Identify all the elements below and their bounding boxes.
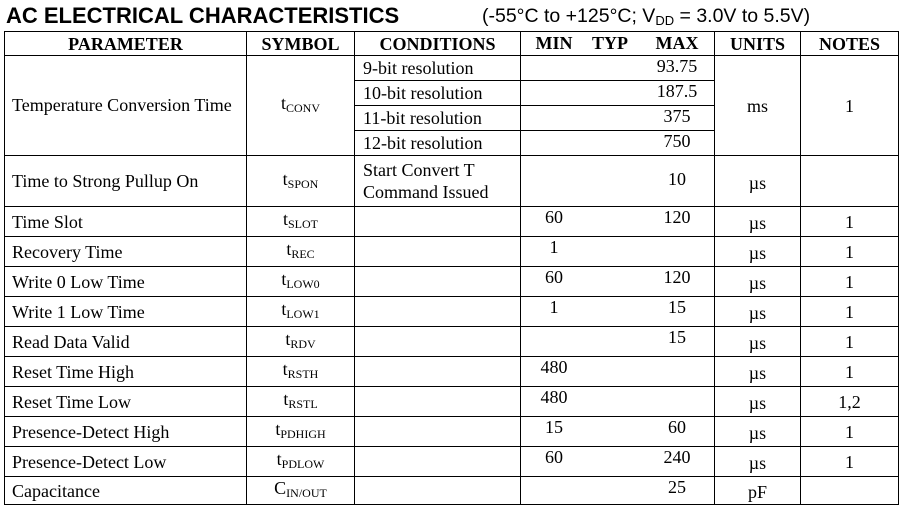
symbol-subscript: LOW1 <box>286 307 320 321</box>
units-cell: µs <box>715 237 801 267</box>
units-cell: µs <box>715 156 801 207</box>
symbol-cell <box>247 357 355 387</box>
max-value: 15 <box>668 297 686 317</box>
table-row-conversion <box>5 56 899 81</box>
values-cell <box>521 357 715 387</box>
max-value: 187.5 <box>656 81 698 101</box>
values-cell <box>521 156 715 207</box>
symbol-cell <box>247 156 355 207</box>
max-value: 93.75 <box>656 56 698 76</box>
conditions-suffix: = 3.0V to 5.5V) <box>674 5 811 27</box>
min-value: 1 <box>549 297 559 317</box>
max-value: 60 <box>668 417 686 437</box>
condition-cell <box>355 237 521 267</box>
symbol-cell <box>247 267 355 297</box>
symbol-main: C <box>274 478 287 498</box>
ac-characteristics-table <box>4 31 899 505</box>
parameter-cell: Time to Strong Pullup On <box>5 156 247 207</box>
notes-cell: 1 <box>801 327 899 357</box>
parameter-cell: Write 0 Low Time <box>5 267 247 297</box>
max-value: 120 <box>663 207 691 227</box>
table-row <box>5 477 899 505</box>
condition-cell <box>355 327 521 357</box>
conditions-subscript: DD <box>655 13 675 28</box>
symbol-subscript: IN/OUT <box>286 486 327 500</box>
symbol-cell <box>247 56 355 156</box>
notes-cell: 1 <box>801 357 899 387</box>
table-row <box>5 207 899 237</box>
parameter-cell: Recovery Time <box>5 237 247 267</box>
condition-cell <box>355 357 521 387</box>
units-cell: µs <box>715 207 801 237</box>
parameter-cell: Presence-Detect Low <box>5 447 247 477</box>
parameter-cell: Read Data Valid <box>5 327 247 357</box>
parameter-cell: Presence-Detect High <box>5 417 247 447</box>
symbol-cell <box>247 417 355 447</box>
symbol-main: t <box>282 168 288 189</box>
table-row <box>5 387 899 417</box>
max-value: 120 <box>663 267 691 287</box>
units-cell: µs <box>715 297 801 327</box>
column-header-min: MIN <box>535 33 573 53</box>
units-cell: µs <box>715 417 801 447</box>
max-value: 375 <box>663 106 691 126</box>
values-cell <box>521 447 715 477</box>
condition-cell <box>355 387 521 417</box>
min-value: 60 <box>545 267 563 287</box>
symbol-subscript: RDV <box>290 337 316 351</box>
table-row <box>5 327 899 357</box>
parameter-cell: Write 1 Low Time <box>5 297 247 327</box>
table-row <box>5 297 899 327</box>
column-header-typ: TYP <box>592 33 628 53</box>
notes-cell: 1 <box>801 297 899 327</box>
notes-cell: 1 <box>801 207 899 237</box>
symbol-cell <box>247 387 355 417</box>
symbol-cell <box>247 237 355 267</box>
notes-cell: 1 <box>801 56 899 156</box>
values-cell <box>521 237 715 267</box>
condition-cell <box>355 207 521 237</box>
symbol-subscript: CONV <box>286 101 321 115</box>
column-header-min-typ-max <box>521 32 715 56</box>
values-cell <box>521 81 715 106</box>
column-header-max: MAX <box>655 33 699 53</box>
table-row <box>5 237 899 267</box>
condition-cell <box>355 297 521 327</box>
values-cell <box>521 267 715 297</box>
symbol-subscript: SPON <box>287 176 319 191</box>
symbol-main: t <box>276 449 282 469</box>
values-cell <box>521 417 715 447</box>
min-value: 15 <box>545 417 563 437</box>
units-cell: µs <box>715 327 801 357</box>
symbol-subscript: RSTL <box>288 397 318 411</box>
values-cell <box>521 106 715 131</box>
condition-cell: 11-bit resolution <box>355 106 521 131</box>
max-value: 750 <box>663 131 691 151</box>
parameter-cell: Capacitance <box>5 477 247 505</box>
symbol-subscript: REC <box>291 247 315 261</box>
min-value: 480 <box>540 357 568 377</box>
max-value: 240 <box>663 447 691 467</box>
units-cell: pF <box>715 477 801 505</box>
parameter-cell: Temperature Conversion Time <box>5 56 247 156</box>
min-value: 480 <box>540 387 568 407</box>
notes-cell: 1 <box>801 447 899 477</box>
symbol-subscript: RSTH <box>287 367 319 381</box>
symbol-cell <box>247 297 355 327</box>
condition-cell <box>355 477 521 505</box>
parameter-cell: Reset Time High <box>5 357 247 387</box>
max-value: 10 <box>668 169 686 189</box>
units-cell: µs <box>715 387 801 417</box>
section-title: AC ELECTRICAL CHARACTERISTICS <box>6 3 400 28</box>
table-row <box>5 267 899 297</box>
values-cell <box>521 56 715 81</box>
table-row-pullup <box>5 156 899 207</box>
symbol-subscript: LOW0 <box>286 277 320 291</box>
units-cell: ms <box>715 56 801 156</box>
condition-cell <box>355 267 521 297</box>
condition-line-1: Start Convert T <box>363 160 475 180</box>
condition-cell: 12-bit resolution <box>355 131 521 156</box>
symbol-subscript: PDLOW <box>281 457 325 471</box>
table-header-row <box>5 32 899 56</box>
condition-cell: 9-bit resolution <box>355 56 521 81</box>
units-cell: µs <box>715 267 801 297</box>
symbol-cell <box>247 477 355 505</box>
symbol-main: t <box>281 299 287 319</box>
notes-cell: 1 <box>801 237 899 267</box>
symbol-subscript: PDHIGH <box>280 427 326 441</box>
column-header-units: UNITS <box>715 32 801 56</box>
column-header-symbol: SYMBOL <box>247 32 355 56</box>
min-value: 60 <box>545 207 563 227</box>
table-row <box>5 417 899 447</box>
symbol-main: t <box>282 359 288 379</box>
symbol-main: t <box>283 389 289 409</box>
symbol-cell <box>247 447 355 477</box>
conditions-prefix: (-55°C to +125°C; V <box>482 5 656 27</box>
units-cell: µs <box>715 357 801 387</box>
units-cell: µs <box>715 447 801 477</box>
condition-cell <box>355 447 521 477</box>
symbol-cell <box>247 207 355 237</box>
min-value: 1 <box>549 237 559 257</box>
notes-cell <box>801 477 899 505</box>
parameter-cell: Reset Time Low <box>5 387 247 417</box>
symbol-subscript: SLOT <box>288 217 318 231</box>
symbol-main: t <box>282 209 288 229</box>
notes-cell <box>801 156 899 207</box>
values-cell <box>521 327 715 357</box>
section-heading <box>6 2 896 28</box>
min-value: 60 <box>545 447 563 467</box>
values-cell <box>521 131 715 156</box>
notes-cell: 1 <box>801 267 899 297</box>
column-header-parameter: PARAMETER <box>5 32 247 56</box>
symbol-main: t <box>286 239 292 259</box>
symbol-main: t <box>275 419 281 439</box>
symbol-main: t <box>281 269 287 289</box>
condition-cell <box>355 417 521 447</box>
condition-line-2: Command Issued <box>363 182 489 202</box>
symbol-main: t <box>285 329 291 349</box>
values-cell <box>521 207 715 237</box>
symbol-main: t <box>280 93 286 113</box>
table-row <box>5 447 899 477</box>
values-cell <box>521 477 715 505</box>
condition-cell: 10-bit resolution <box>355 81 521 106</box>
parameter-cell: Time Slot <box>5 207 247 237</box>
notes-cell: 1 <box>801 417 899 447</box>
values-cell <box>521 387 715 417</box>
table-row <box>5 357 899 387</box>
operating-conditions <box>482 5 810 28</box>
column-header-conditions: CONDITIONS <box>355 32 521 56</box>
max-value: 25 <box>668 477 686 497</box>
column-header-notes: NOTES <box>801 32 899 56</box>
max-value: 15 <box>668 327 686 347</box>
notes-cell: 1,2 <box>801 387 899 417</box>
values-cell <box>521 297 715 327</box>
symbol-cell <box>247 327 355 357</box>
condition-cell <box>355 156 521 207</box>
